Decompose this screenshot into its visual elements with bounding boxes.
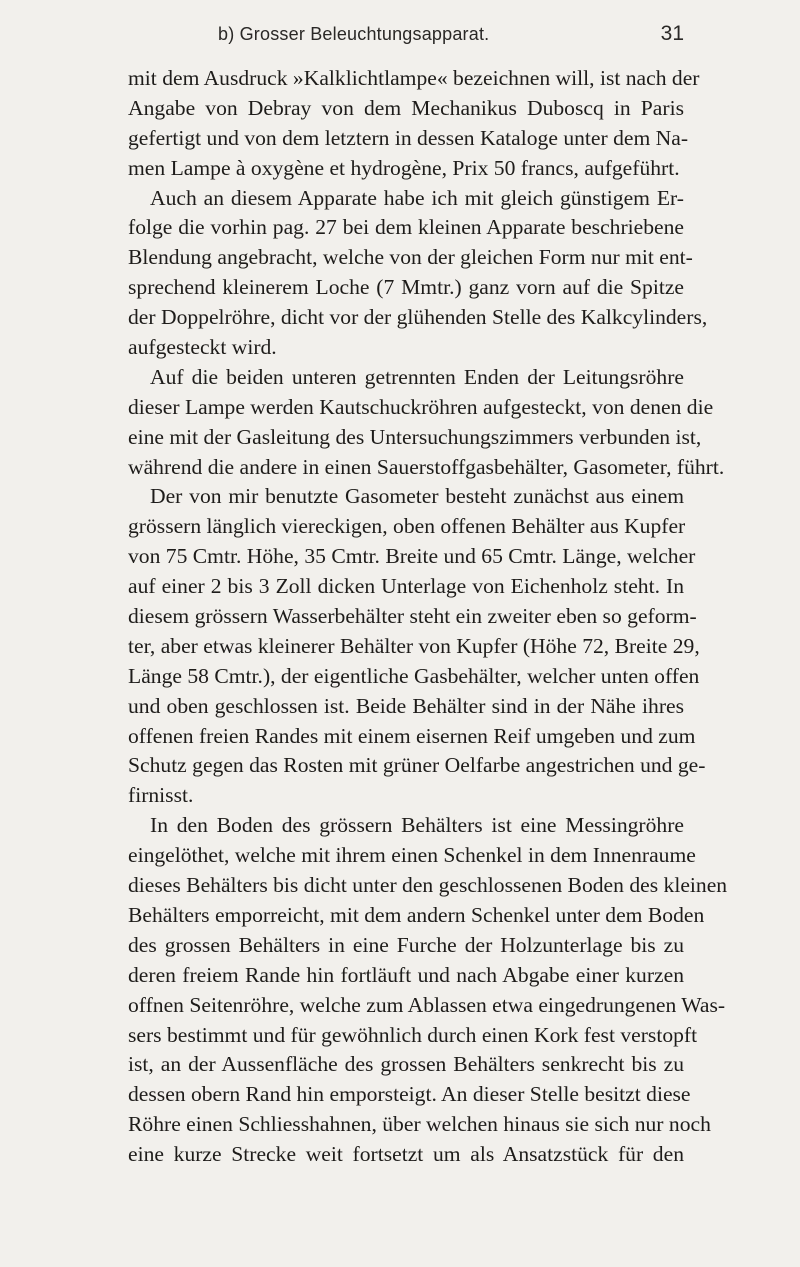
text-line: mit dem Ausdruck »Kalklichtlampe« bezeichnen will, ist nach der <box>128 66 700 90</box>
text-line: Röhre einen Schliesshahnen, über welchen hinaus sie sich nur noch <box>128 1112 711 1137</box>
text-line: eine kurze Strecke weit fortsetzt um als Ansatzstück für den <box>128 1142 684 1167</box>
text-line: dieses Behälters bis dicht unter den geschlossenen Boden des kleinen <box>128 873 728 898</box>
text-line: diesem grössern Wasserbehälter steht ein zweiter eben so geform- <box>128 604 697 629</box>
text-line: Auf die beiden unteren getrennten Enden der Leitungsröhre <box>150 364 684 389</box>
text-line: dessen obern Rand hin emporsteigt. An dieser Stelle besitzt diese <box>128 1082 691 1107</box>
text-line: deren freiem Rande hin fortläuft und nach Abgabe einer kurzen <box>128 962 684 987</box>
text-line: offenen freien Randes mit einem eisernen Reif umgeben und zum <box>128 723 696 748</box>
text-line: Angabe von Debray von dem Mechanikus Duboscq in Paris <box>128 95 684 120</box>
text-line: In den Boden des grössern Behälters ist eine Messingröhre <box>150 813 684 838</box>
text-line: ist, an der Aussenfläche des grossen Behälters senkrecht bis zu <box>128 1052 684 1077</box>
text-line: eingelöthet, welche mit ihrem einen Schenkel in dem Innenraume <box>128 843 696 868</box>
text-line: Schutz gegen das Rosten mit grüner Oelfarbe angestrichen und ge- <box>128 753 706 778</box>
header-title: b) Grosser Beleuchtungsapparat. <box>218 24 490 44</box>
text-line: Blendung angebracht, welche von der gleichen Form nur mit ent- <box>128 245 693 270</box>
text-line: folge die vorhin pag. 27 bei dem kleinen Apparate beschriebene <box>128 215 684 240</box>
text-line: dieser Lampe werden Kautschuckröhren aufgesteckt, von denen die <box>128 394 714 419</box>
text-line: eine mit der Gasleitung des Untersuchungszimmers verbunden ist, <box>128 424 702 449</box>
text-line: des grossen Behälters in eine Furche der Holzunterlage bis zu <box>128 932 684 957</box>
text-line: firnisst. <box>128 783 194 808</box>
text-line: aufgesteckt wird. <box>128 335 277 360</box>
text-line: men Lampe à oxygène et hydrogène, Prix 50 francs, aufgeführt. <box>128 155 680 180</box>
text-line: von 75 Cmtr. Höhe, 35 Cmtr. Breite und 65 Cmtr. Länge, welcher <box>128 544 696 569</box>
text-line: auf einer 2 bis 3 Zoll dicken Unterlage von Eichenholz steht. In <box>128 574 684 599</box>
running-header <box>128 24 684 50</box>
text-line: sers bestimmt und für gewöhnlich durch einen Kork fest verstopft <box>128 1022 698 1047</box>
text-line: Länge 58 Cmtr.), der eigentliche Gasbehälter, welcher unten offen <box>128 663 700 688</box>
text-line: ter, aber etwas kleinerer Behälter von Kupfer (Höhe 72, Breite 29, <box>128 633 700 658</box>
text-line: Auch an diesem Apparate habe ich mit gleich günstigem Er- <box>150 185 684 210</box>
text-line: sprechend kleinerem Loche (7 Mmtr.) ganz vorn auf die Spitze <box>128 275 684 300</box>
text-line: während die andere in einen Sauerstoffgasbehälter, Gasometer, führt. <box>128 454 725 479</box>
text-line: und oben geschlossen ist. Beide Behälter sind in der Nähe ihres <box>128 693 684 718</box>
text-line: grössern länglich viereckigen, oben offenen Behälter aus Kupfer <box>128 514 686 539</box>
text-line: Der von mir benutzte Gasometer besteht zunächst aus einem <box>150 484 684 509</box>
page-number: 31 <box>660 22 684 45</box>
body-text <box>128 64 728 1170</box>
text-line: offnen Seitenröhre, welche zum Ablassen etwa eingedrungenen Was- <box>128 992 726 1017</box>
text-line: der Doppelröhre, dicht vor der glühenden Stelle des Kalkcylinders, <box>128 305 708 330</box>
text-line: Behälters emporreicht, mit dem andern Schenkel unter dem Boden <box>128 902 705 927</box>
text-line: gefertigt und von dem letztern in dessen Kataloge unter dem Na- <box>128 125 689 150</box>
